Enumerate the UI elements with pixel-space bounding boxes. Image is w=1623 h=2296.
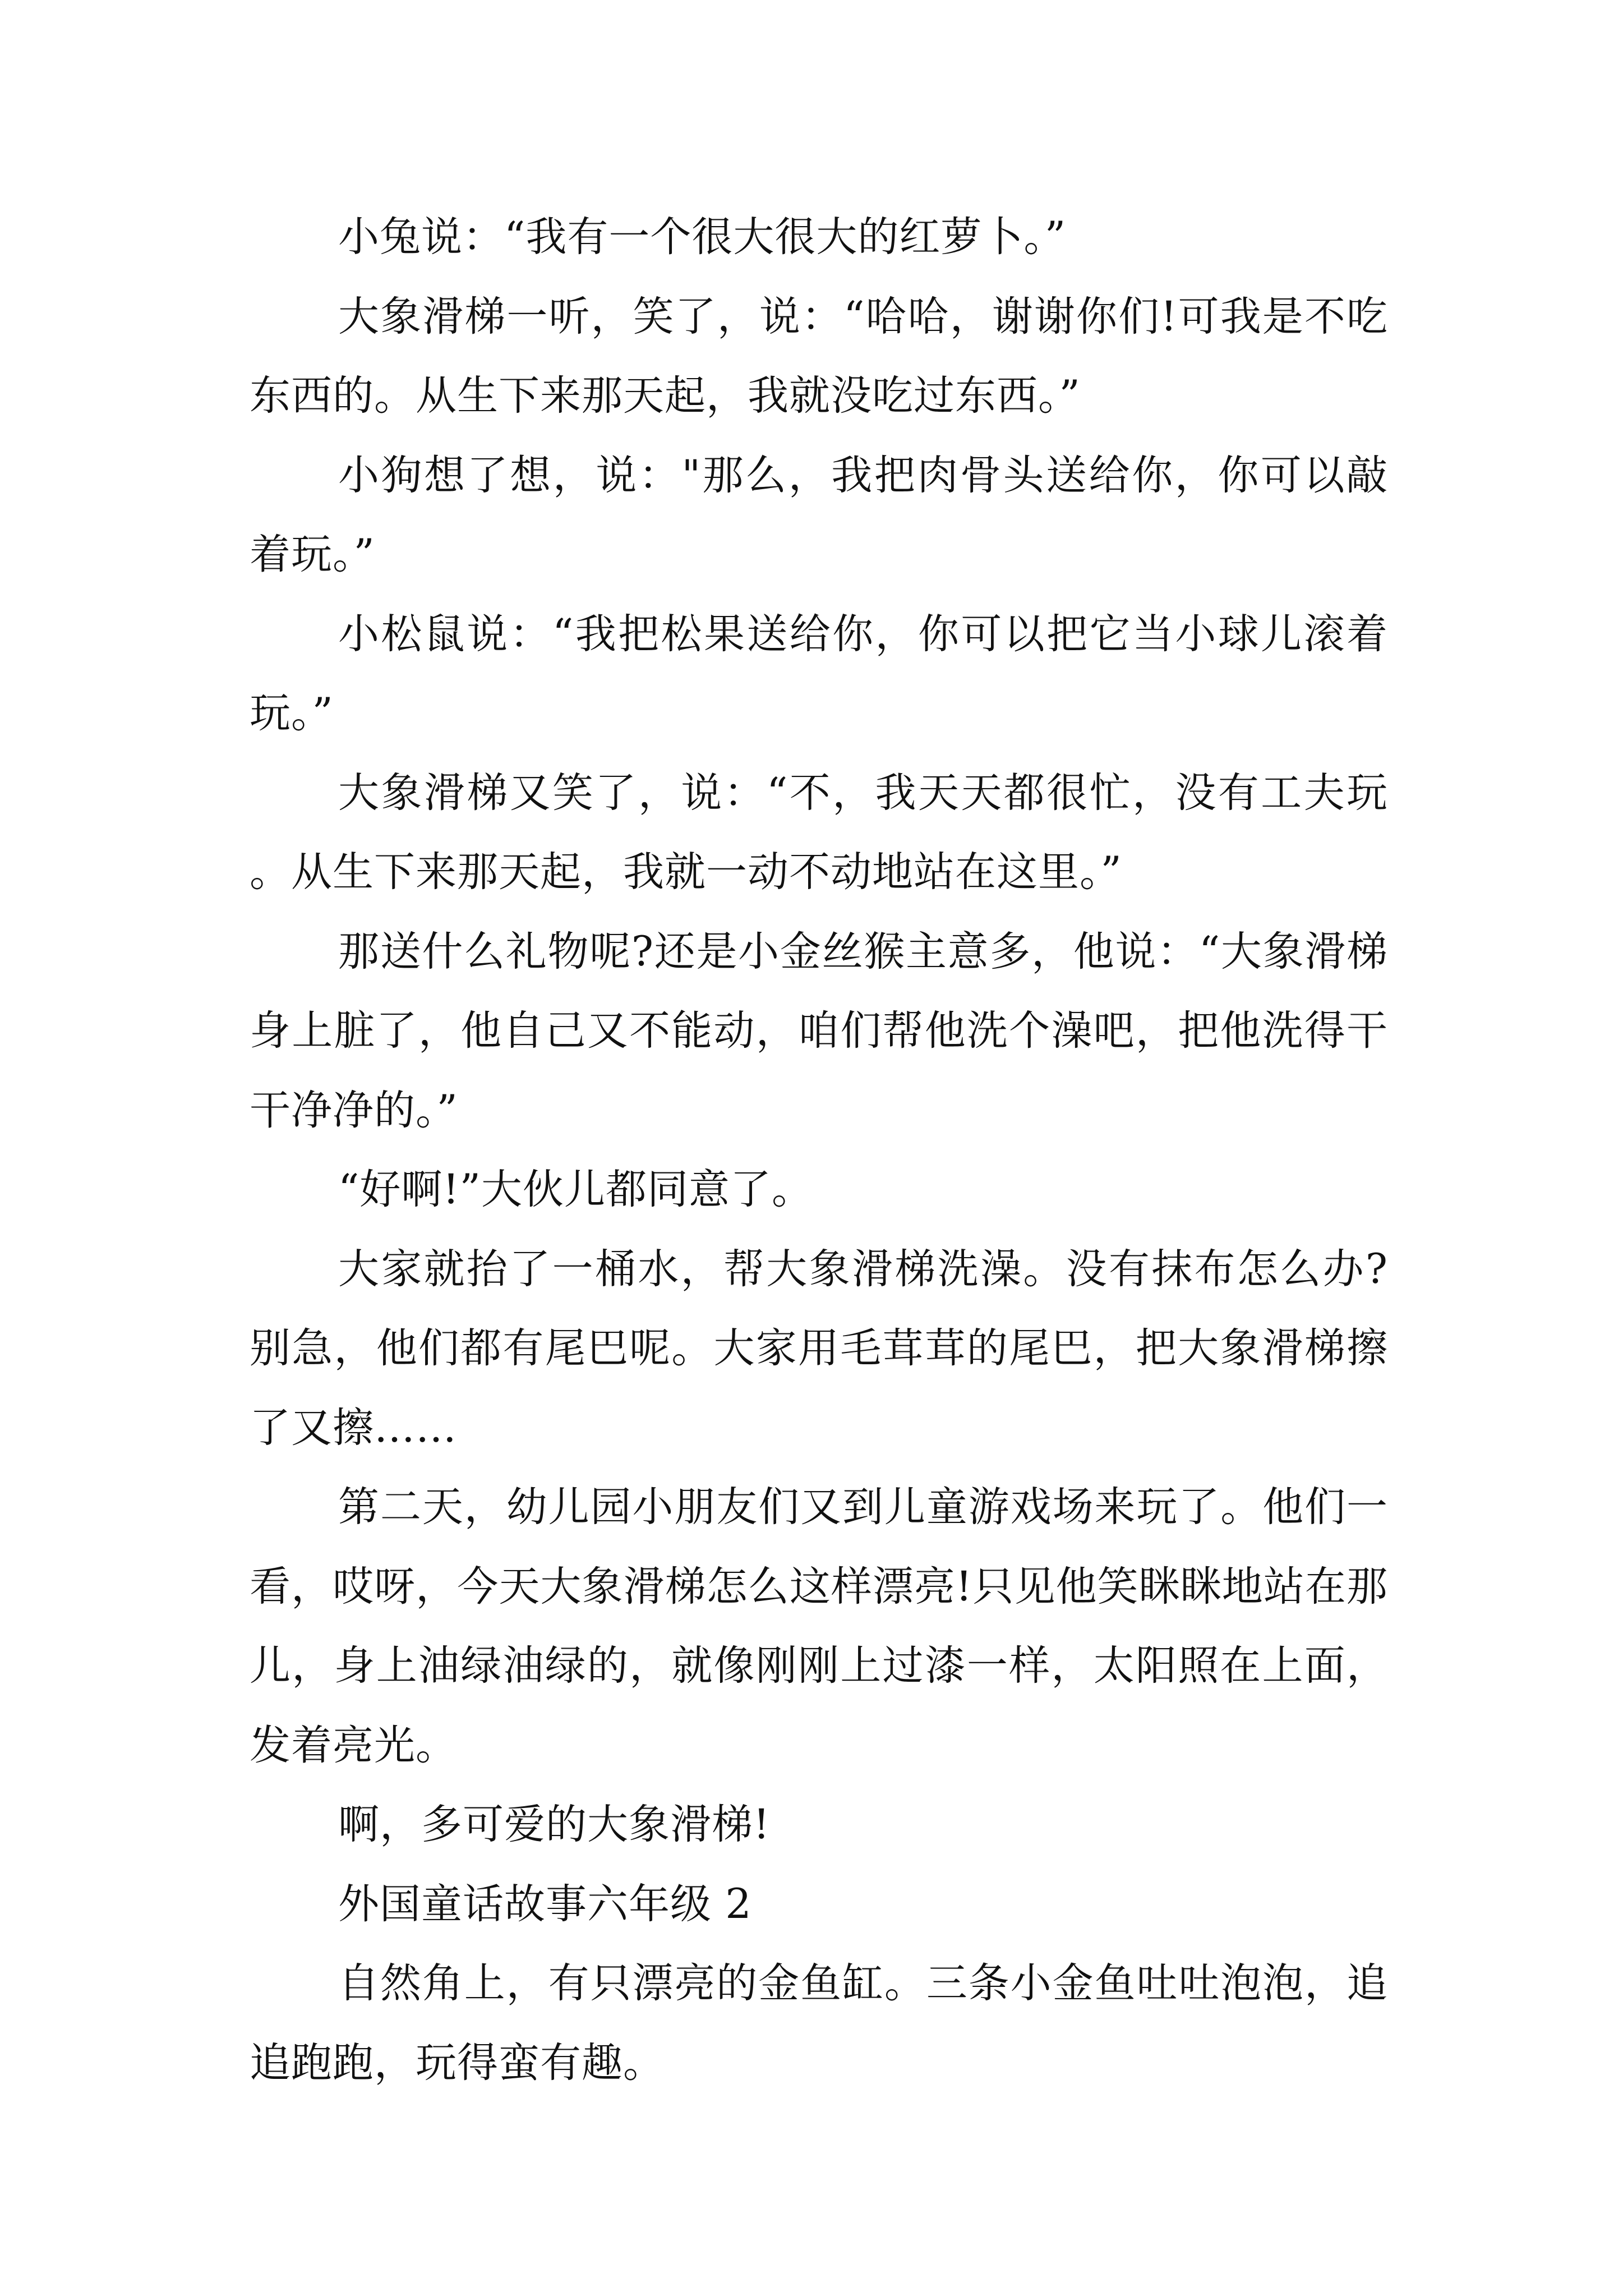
paragraph-dog: 小狗想了想，说："那么，我把肉骨头送给你，你可以敲着玩。” — [250, 451, 1388, 578]
paragraph-squirrel: 小松鼠说：“我把松果送给你，你可以把它当小球儿滚着玩。” — [250, 610, 1388, 737]
story-text — [250, 197, 1388, 2102]
paragraph-goldfish: 自然角上，有只漂亮的金鱼缸。三条小金鱼吐吐泡泡，追追跑跑，玩得蛮有趣。 — [250, 1959, 1388, 2087]
paragraph-lovely: 啊，多可爱的大象滑梯! — [338, 1801, 771, 1848]
paragraph-monkey-idea: 那送什么礼物呢?还是小金丝猴主意多，他说：“大象滑梯身上脏了，他自己又不能动，咱们帮他洗个澡吧，把他洗得干干净净的。” — [250, 927, 1388, 1134]
section-heading: 外国童话故事六年级 2 — [338, 1880, 752, 1928]
paragraph-rabbit: 小兔说：“我有一个很大很大的红萝卜。” — [338, 213, 1067, 261]
paragraph-elephant-laughs: 大象滑梯一听，笑了，说：“哈哈，谢谢你们!可我是不吃东西的。从生下来那天起，我就没吃过东西。” — [250, 292, 1388, 420]
paragraph-agree: “好啊!”大伙儿都同意了。 — [338, 1166, 813, 1213]
paragraph-washing: 大家就抬了一桶水，帮大象滑梯洗澡。没有抹布怎么办?别急，他们都有尾巴呢。大家用毛茸茸的尾巴，把大象滑梯擦了又擦…… — [250, 1245, 1388, 1452]
paragraph-next-day: 第二天，幼儿园小朋友们又到儿童游戏场来玩了。他们一看，哎呀，今天大象滑梯怎么这样漂亮!只见他笑眯眯地站在那儿，身上油绿油绿的，就像刚刚上过漆一样，太阳照在上面，发着亮光。 — [250, 1483, 1388, 1769]
paragraph-elephant-busy: 大象滑梯又笑了，说：“不，我天天都很忙，没有工夫玩。从生下来那天起，我就一动不动地站在这里。” — [250, 769, 1388, 896]
